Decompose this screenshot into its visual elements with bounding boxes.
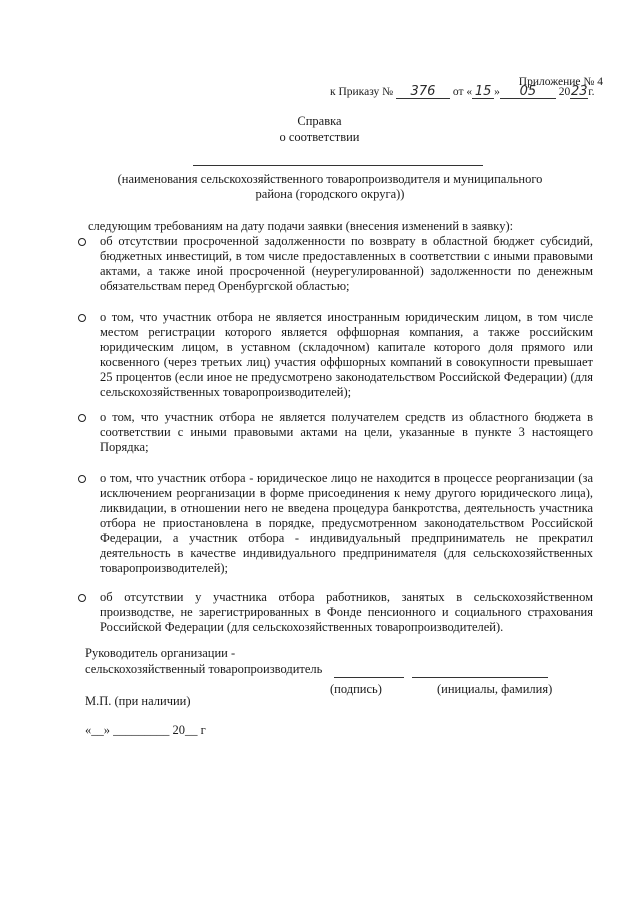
requirement-item <box>78 471 593 576</box>
requirement-text: о том, что участник отбора не является иностранным юридическим лицом, в том числе местом регистрации которого является оффшорная компания, а также российским юридическим лицом, в уставном (складочном) капитале которого доля прямого или косвенного (через третьих лиц) участия оффшорных компаний в совокупности превышает 25 процентов (если иное не предусмотрено законодательством Российской Федерации) (для сельскохозяйственных товаропроизводителей); <box>100 310 593 399</box>
signature-line <box>334 677 404 678</box>
date-placeholder: «__» _________ 20__ г <box>85 723 206 737</box>
requirements-intro: следующим требованиям на дату подачи заявки (внесения изменений в заявку): <box>88 219 514 233</box>
bullet-icon <box>78 475 86 483</box>
order-prefix: к Приказу № <box>330 86 394 98</box>
date-month: 05 <box>519 84 537 99</box>
organization-name-caption: (наименования сельскохозяйственного товаропроизводителя и муниципального района (городского округа)) <box>117 172 543 201</box>
year-end: г. <box>588 86 595 98</box>
requirement-item <box>78 410 593 455</box>
requirement-text: об отсутствии у участника отбора работников, занятых в сельскохозяйственном производстве, не зарегистрированных в Фонде пенсионного и социального страхования Российской Федерации (для сельскохозяйственных товаропроизводителей). <box>100 590 593 634</box>
order-number: 376 <box>410 84 436 99</box>
signature-caption: (подпись) <box>330 682 382 696</box>
document-title: Справка <box>297 114 342 128</box>
bullet-icon <box>78 314 86 322</box>
requirement-item <box>78 310 593 400</box>
signatory-role: сельскохозяйственный товаропроизводитель <box>85 662 323 676</box>
order-reference <box>330 86 595 99</box>
bullet-icon <box>78 414 86 422</box>
document-subtitle: о соответствии <box>279 130 360 144</box>
date-month-field <box>500 86 556 99</box>
full-name-line <box>412 677 548 678</box>
date-day-field <box>472 86 494 99</box>
year-prefix: 20 <box>558 86 571 98</box>
stamp-label: М.П. (при наличии) <box>85 694 191 708</box>
organization-name-line <box>193 165 483 166</box>
order-number-field <box>396 86 450 99</box>
appendix-label: Приложение № 4 <box>518 76 603 88</box>
requirement-text: об отсутствии просроченной задолженности по возврату в областной бюджет субсидий, бюджетных инвестиций, в том числе предоставленных в соответствии с иными правовыми актами, а также иной просроченной (неурегулированной) задолженности по денежным обязательствам перед Оренбургской областью; <box>100 234 593 293</box>
year-field <box>570 86 588 99</box>
date-day: 15 <box>474 84 492 99</box>
bullet-icon <box>78 238 86 246</box>
date-mid: » <box>494 86 500 98</box>
full-name-caption: (инициалы, фамилия) <box>437 682 553 696</box>
bullet-icon <box>78 594 86 602</box>
requirement-text: о том, что участник отбора - юридическое лицо не находится в процессе реорганизации (за исключением реорганизации в форме присоединения к нему другого юридического лица), ликвидации, в отношении него не введена процедура банкротства, деятельность участника отбора не приостановлена в порядке, предусмотренном законодательством Российской Федерации, а участник отбора - индивидуальный предприниматель не прекратил деятельность в качестве индивидуального предпринимателя (для сельскохозяйственных товаропроизводителей); <box>100 471 593 575</box>
date-prefix: от « <box>452 86 473 98</box>
requirement-text: о том, что участник отбора не является получателем средств из областного бюджета в соответствии с иными правовыми актами на цели, указанные в пункте 3 настоящего Порядка; <box>100 410 593 454</box>
requirement-item <box>78 590 593 635</box>
signatory-title: Руководитель организации - <box>85 646 236 660</box>
requirement-item <box>78 234 593 294</box>
year-suffix: 23 <box>570 84 588 99</box>
